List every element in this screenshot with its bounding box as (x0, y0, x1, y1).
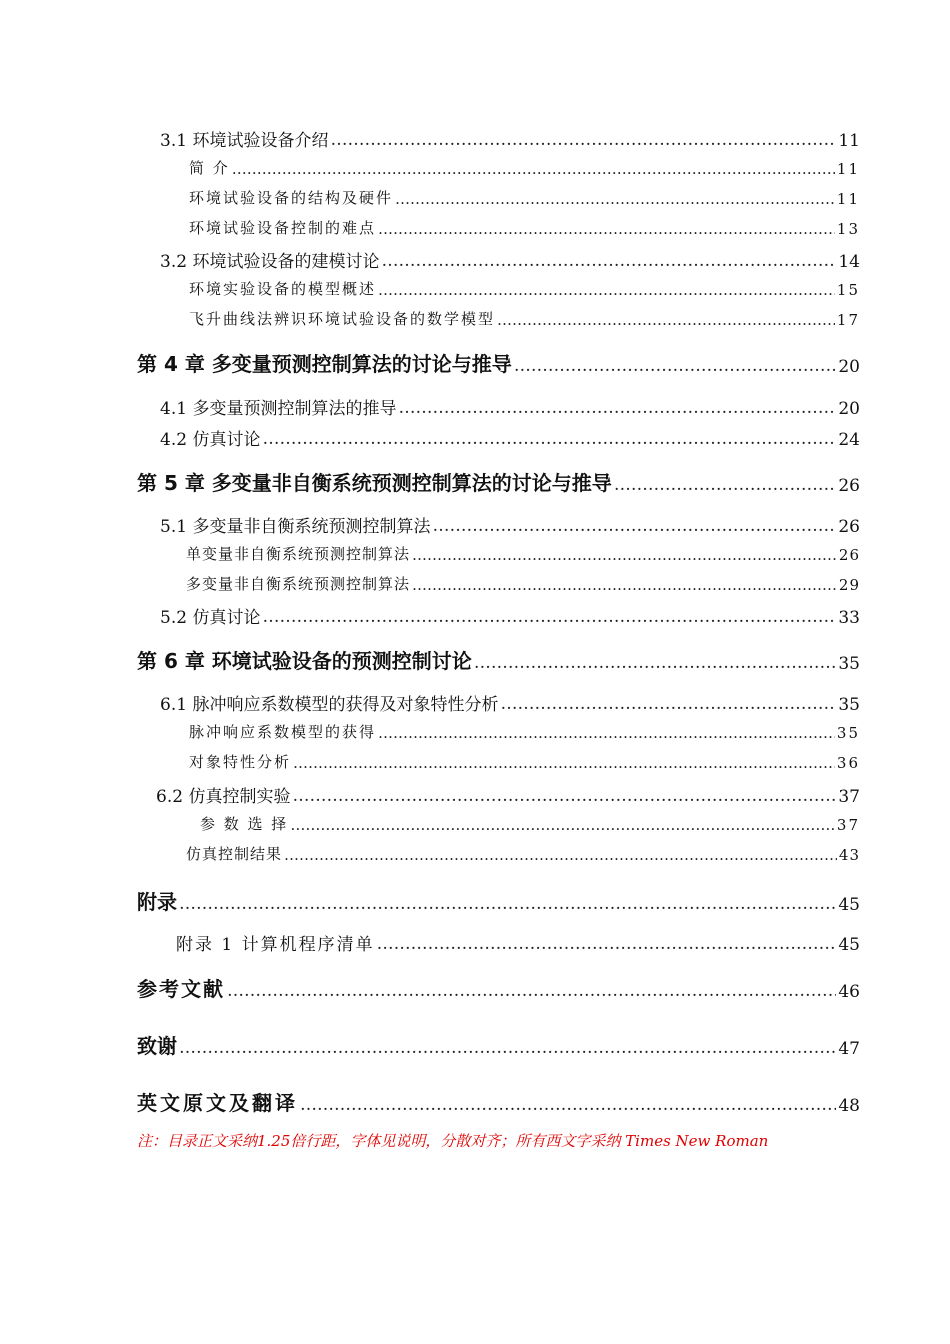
toc-chapter-page: 48 (838, 1096, 860, 1116)
toc-chapter[interactable] (137, 1087, 860, 1116)
toc-entry-title: 仿真控制结果 (186, 845, 283, 863)
toc-entry-page: 24 (838, 430, 860, 450)
toc-entry[interactable] (189, 751, 860, 772)
toc-chapter[interactable] (137, 973, 860, 1002)
toc-leader-dots (497, 312, 835, 329)
toc-leader-dots (378, 221, 835, 238)
toc-chapter[interactable] (137, 645, 860, 674)
toc-leader-dots (179, 895, 836, 915)
toc-entry-page: 13 (836, 220, 860, 238)
toc-entry[interactable] (186, 543, 860, 564)
toc-entry-title: 4.1 多变量预测控制算法的推导 (160, 399, 397, 419)
toc-entry-title: 参 数 选 择 (200, 815, 289, 833)
toc-chapter-page: 46 (838, 982, 860, 1002)
toc-entry-title: 单变量非自衡系统预测控制算法 (186, 545, 411, 563)
toc-entry-title: 6.2 仿真控制实验 (156, 787, 291, 807)
toc-leader-dots (500, 695, 836, 715)
toc-leader-dots (293, 755, 835, 772)
toc-leader-dots (377, 935, 837, 955)
toc-entry[interactable] (189, 721, 860, 742)
toc-leader-dots (432, 517, 836, 537)
toc-leader-dots (290, 817, 835, 834)
toc-entry-title: 环境试验设备的结构及硬件 (189, 189, 394, 207)
toc-entry[interactable] (189, 187, 860, 208)
toc-leader-dots (179, 1039, 836, 1059)
toc-entry-page: 11 (836, 160, 860, 178)
toc-chapter-page: 47 (838, 1039, 860, 1059)
toc-entry-page: 11 (838, 131, 860, 151)
toc-entry[interactable] (189, 278, 860, 299)
toc-leader-dots (614, 476, 837, 496)
toc-entry[interactable] (156, 782, 860, 807)
toc-leader-dots (330, 131, 836, 151)
toc-entry-page: 36 (836, 754, 860, 772)
toc-entry[interactable] (176, 930, 860, 955)
toc-entry-page: 14 (838, 252, 860, 272)
toc-leader-dots (262, 608, 836, 628)
toc-entry[interactable] (160, 425, 860, 450)
toc-leader-dots (412, 547, 837, 564)
toc-entry-page: 20 (838, 399, 860, 419)
toc-leader-dots (514, 357, 837, 377)
toc-entry-title: 5.1 多变量非自衡系统预测控制算法 (160, 517, 431, 537)
toc-entry-title: 飞升曲线法辨识环境试验设备的数学模型 (189, 310, 496, 328)
toc-entry-page: 11 (836, 190, 860, 208)
toc-entry-title: 6.1 脉冲响应系数模型的获得及对象特性分析 (160, 695, 499, 715)
toc-chapter-page: 35 (838, 654, 860, 674)
toc-chapter-title: 致谢 (137, 1034, 177, 1058)
toc-entry[interactable] (160, 126, 860, 151)
toc-entry-title: 环境试验设备控制的难点 (189, 219, 377, 237)
toc-entry-title: 环境实验设备的模型概述 (189, 280, 377, 298)
toc-chapter-page: 26 (838, 476, 860, 496)
toc-leader-dots (381, 252, 836, 272)
toc-entry-page: 26 (838, 517, 860, 537)
toc-chapter[interactable] (137, 1030, 860, 1059)
toc-entry-page: 37 (836, 816, 860, 834)
toc-leader-dots (232, 161, 835, 178)
toc-entry[interactable] (189, 157, 860, 178)
toc-entry[interactable] (160, 512, 860, 537)
toc-chapter-title: 参考文献 (137, 977, 225, 1001)
toc-chapter-title: 英文原文及翻译 (137, 1091, 298, 1115)
toc-entry-page: 33 (838, 608, 860, 628)
toc-entry-page: 29 (838, 576, 860, 594)
toc-entry-title: 附录 1 计算机程序清单 (176, 935, 375, 955)
toc-chapter[interactable] (137, 348, 860, 377)
toc-entry[interactable] (189, 308, 860, 329)
toc-entry-title: 脉冲响应系数模型的获得 (189, 723, 377, 741)
toc-leader-dots (395, 191, 835, 208)
toc-leader-dots (474, 654, 837, 674)
toc-chapter-title: 附录 (137, 890, 177, 914)
toc-leader-dots (284, 847, 837, 864)
toc-leader-dots (412, 577, 837, 594)
toc-entry-title: 3.2 环境试验设备的建模讨论 (160, 252, 380, 272)
toc-entry[interactable] (186, 573, 860, 594)
toc-chapter-title: 第 4 章 多变量预测控制算法的讨论与推导 (137, 352, 512, 376)
toc-leader-dots (378, 725, 835, 742)
toc-entry-title: 简 介 (189, 159, 230, 177)
toc-chapter[interactable] (137, 886, 860, 915)
toc-entry-page: 35 (838, 695, 860, 715)
toc-entry[interactable] (160, 247, 860, 272)
toc-chapter-page: 20 (838, 357, 860, 377)
toc-entry-page: 15 (836, 281, 860, 299)
toc-entry-page: 45 (838, 935, 860, 955)
toc-entry-page: 43 (838, 846, 860, 864)
toc-chapter-title: 第 5 章 多变量非自衡系统预测控制算法的讨论与推导 (137, 471, 612, 495)
toc-entry-page: 26 (838, 546, 860, 564)
toc-chapter-title: 第 6 章 环境试验设备的预测控制讨论 (137, 649, 472, 673)
toc-chapter-page: 45 (838, 895, 860, 915)
toc-leader-dots (262, 430, 836, 450)
toc-entry-page: 17 (836, 311, 860, 329)
toc-entry[interactable] (189, 217, 860, 238)
toc-entry-page: 37 (838, 787, 860, 807)
toc-entry[interactable] (160, 603, 860, 628)
toc-leader-dots (398, 399, 836, 419)
toc-leader-dots (227, 982, 836, 1002)
toc-entry[interactable] (200, 813, 860, 834)
toc-entry-title: 5.2 仿真讨论 (160, 608, 261, 628)
toc-entry-title: 对象特性分析 (189, 753, 292, 771)
toc-entry-page: 35 (836, 724, 860, 742)
toc-entry[interactable] (160, 690, 860, 715)
toc-leader-dots (292, 787, 836, 807)
toc-leader-dots (300, 1096, 836, 1116)
formatting-note: 注：目录正文采纳1.25倍行距，字体见说明，分散对齐；所有西文字采纳 Times New Roman (137, 1132, 769, 1150)
toc-chapter[interactable] (137, 467, 860, 496)
toc-entry-title: 3.1 环境试验设备介绍 (160, 131, 329, 151)
toc-entry-title: 4.2 仿真讨论 (160, 430, 261, 450)
toc-entry-title: 多变量非自衡系统预测控制算法 (186, 575, 411, 593)
toc-entry[interactable] (186, 843, 860, 864)
toc-leader-dots (378, 282, 835, 299)
toc-entry[interactable] (160, 394, 860, 419)
